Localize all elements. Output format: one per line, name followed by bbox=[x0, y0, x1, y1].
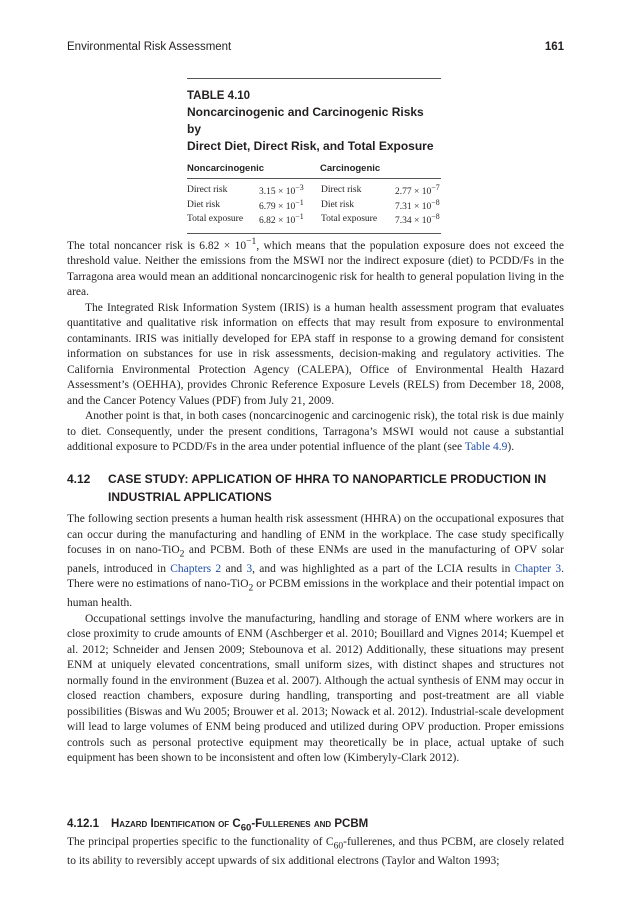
c-label: Diet risk bbox=[321, 199, 354, 210]
section-number: 4.12 bbox=[67, 472, 91, 486]
table-column-headers bbox=[187, 161, 441, 177]
c-value: $7.34 \times 10^{-8}$ bbox=[395, 212, 440, 227]
paragraph-occupational-settings: Occupational settings involve the manufacturing, handling and storage of ENM where workers are in close proximity to crude amounts of ENM (Aschberger et al. 2010; Bouillard and Vignes 2014; Kuempel et al. 2012; Schneider and Jensen 2009; Stebounova et al. 2012) Additionally, these situations may present ENM at uniquely elevated concentrations, small uniform sizes, with distinct shapes and structures not normally found in the environment (Buzea et al. 2007). Although the actual synthesis of ENM may occur in closed reaction chambers, exposure during handling, transporting and post-treatment are all viable possibilities (Biswas and Wu 2005; Brouwer et al. 2013; Nowack et al. 2012). Industrial-scale development will lead to large volumes of ENM being produced and utilized during OPV production. Proper emissions controls such as personal protective equipment may theoretically be in place, actual uptake of such equipment has been shown to be inconsistent and often low (Kimberyly-Clark 2012). bbox=[67, 612, 564, 765]
nc-label: Direct risk bbox=[187, 185, 228, 196]
nc-value: $3.15 \times 10^{-3}$ bbox=[259, 183, 304, 198]
link-chapter-3[interactable]: Chapter 3 bbox=[514, 562, 562, 575]
text-block-1 bbox=[67, 234, 564, 456]
header-noncarcinogenic: Noncarcinogenic bbox=[187, 163, 265, 174]
table-header-rule bbox=[187, 178, 441, 179]
table-top-rule bbox=[187, 78, 441, 79]
table-row bbox=[187, 183, 441, 198]
link-table-4-9[interactable]: Table 4.9 bbox=[464, 441, 508, 454]
table-label: TABLE 4.10 bbox=[187, 90, 251, 102]
paragraph-hhra-intro: The following section presents a human health risk assessment (HHRA) on the occupational exposures that can occur during the manufacturing and handling of ENM in the workplace. The case study specifically focuses in on nano-TiO$_2$ and PCBM. Both of these ENMs are used in the manufacturing of OPV solar panels, introduced in Chapters 2 and 3, and was highlighted as a part of the LCIA results in Chapter 3. There were no estimations of nano-TiO$_2$ or PCBM emissions in the workplace and their potential impact on human health. bbox=[67, 513, 564, 610]
paragraph-another-point: Another point is that, in both cases (noncarcinogenic and carcinogenic risk), the total risk is due mainly to diet. Consequently, under the present conditions, Tarragona’s MSWI would not cause a substantial additional exposure to PCDD/Fs in the area under potential influence of the plant (see Table 4.9). bbox=[67, 410, 564, 454]
nc-value: $6.82 \times 10^{-1}$ bbox=[259, 212, 304, 227]
text-block-3 bbox=[67, 835, 564, 869]
c-value: $2.77 \times 10^{-7}$ bbox=[395, 183, 440, 198]
c-label: Direct risk bbox=[321, 185, 362, 196]
table-row bbox=[187, 198, 441, 213]
table-title-line-1: Noncarcinogenic and Carcinogenic Risks by bbox=[187, 105, 424, 136]
paragraph-total-noncancer: The total noncancer risk is $6.82 \times 10^{-1}$, which means that the population exposure does not exceed the threshold value. Neither the emissions from the MSWI nor the indirect exposure (diet) to PCDD/Fs in the Tarragona area would mean an additional noncarcinogenic risk for health to general population living in the area. bbox=[67, 236, 564, 299]
paragraph-fullerene-properties: The principal properties specific to the functionality of $C_{60}$-fullerenes, and thus PCBM, are closely related to its ability to reversibly accept upwards of six additional electrons (Taylor and Walton 1993; bbox=[67, 836, 564, 867]
subsection-number: 4.12.1 bbox=[67, 818, 99, 830]
subsection-title: Hazard Identification of $C_{60}$-Fullerenes and PCBM bbox=[111, 818, 369, 834]
text-block-2 bbox=[67, 512, 564, 767]
c-value: $7.31 \times 10^{-8}$ bbox=[395, 197, 440, 212]
nc-value: $6.79 \times 10^{-1}$ bbox=[259, 197, 304, 212]
link-chapters-2[interactable]: Chapters 2 bbox=[170, 562, 222, 575]
running-head bbox=[67, 41, 564, 57]
nc-label: Diet risk bbox=[187, 199, 220, 210]
header-carcinogenic: Carcinogenic bbox=[320, 163, 381, 174]
c-label: Total exposure bbox=[321, 214, 378, 225]
page-number: 161 bbox=[544, 41, 564, 53]
table-4-10 bbox=[187, 78, 441, 234]
risk-table bbox=[187, 183, 441, 227]
table-title-line-2: Direct Diet, Direct Risk, and Total Exposure bbox=[187, 139, 434, 153]
paragraph-iris: The Integrated Risk Information System (IRIS) is a human health assessment program that evaluates quantitative and qualitative risk information on effects that may result from exposure to environmental contaminants. IRIS was initially developed for EPA staff in response to a growing demand for consistent information on substances for use in risk assessments, decision-making and regulatory activities. The California Environmental Protection Agency (CALEPA), Office of Environmental Health Hazard Assessment’s (OEHHA), provides Chronic Reference Exposure Levels (RELS) from December 18, 2008, and the Cancer Potency Values (PDF) from July 21, 2009. bbox=[67, 301, 564, 407]
nc-label: Total exposure bbox=[187, 214, 244, 225]
running-head-title: Environmental Risk Assessment bbox=[67, 41, 232, 53]
table-row bbox=[187, 212, 441, 227]
link-chapter-3-short[interactable]: 3 bbox=[246, 562, 253, 575]
section-title: CASE STUDY: APPLICATION OF HHRA TO NANOPARTICLE PRODUCTION IN INDUSTRIAL APPLICATIONS bbox=[108, 472, 547, 504]
